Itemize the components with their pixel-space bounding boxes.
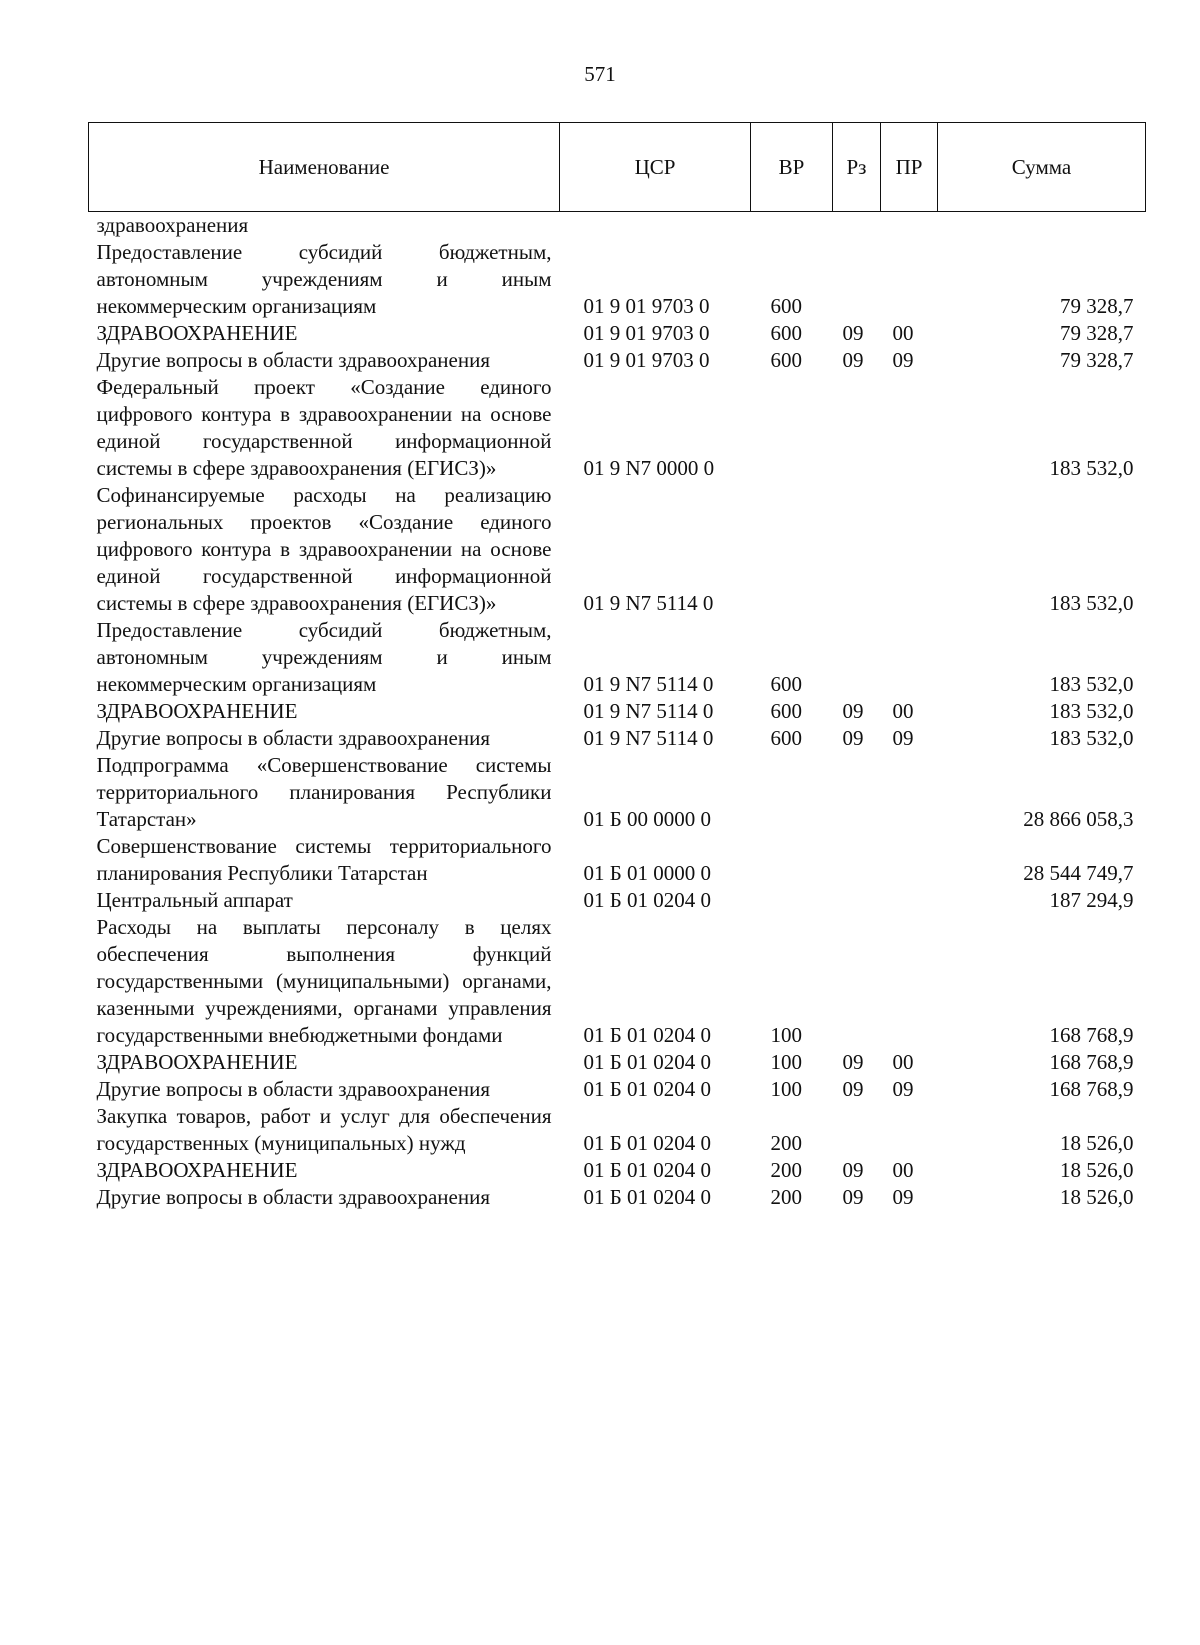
cell-vr: [751, 833, 833, 887]
cell-name: здравоохранения: [96, 213, 249, 237]
cell-vr: 600: [770, 294, 802, 318]
cell-csr: 01 Б 01 0204 0: [583, 1185, 712, 1209]
table-row: [89, 698, 1146, 725]
table-header: [89, 123, 1146, 212]
cell-name: Предоставление субсидий бюджетным, автономным учреждениям и иным некоммерческим организациям: [96, 240, 552, 318]
cell-name: Другие вопросы в области здравоохранения: [96, 726, 490, 750]
cell-name: Расходы на выплаты персоналу в целях обеспечения выполнения функций государственными (муниципальными) органами, казенными учреждениями, органами управления государственными внебюджетными фондами: [96, 915, 552, 1047]
cell-vr: 200: [770, 1158, 802, 1182]
cell-csr: 01 Б 01 0204 0: [583, 1023, 712, 1047]
table-row: [89, 1049, 1146, 1076]
cell-rz: 09: [842, 348, 864, 372]
table-row: [89, 482, 1146, 617]
cell-rz: 09: [842, 1077, 864, 1101]
cell-csr: 01 Б 01 0204 0: [583, 1158, 712, 1182]
table-row: [89, 914, 1146, 1049]
cell-rz: [833, 1103, 881, 1157]
cell-csr: 01 Б 01 0204 0: [583, 1077, 712, 1101]
cell-vr: 200: [770, 1131, 802, 1155]
cell-pr: [881, 212, 938, 240]
cell-vr: 600: [770, 348, 802, 372]
cell-pr: [881, 374, 938, 482]
cell-csr: 01 9 N7 0000 0: [583, 456, 715, 480]
cell-sum: 18 526,0: [1060, 1131, 1134, 1155]
cell-rz: [833, 887, 881, 914]
cell-pr: [881, 914, 938, 1049]
cell-rz: 09: [842, 321, 864, 345]
cell-vr: 100: [770, 1023, 802, 1047]
cell-pr: 09: [892, 1185, 914, 1209]
table-body: [89, 212, 1146, 1212]
cell-vr: 100: [770, 1077, 802, 1101]
cell-sum: 79 328,7: [1060, 321, 1134, 345]
cell-rz: [833, 617, 881, 698]
cell-sum: 18 526,0: [1060, 1158, 1134, 1182]
cell-sum: 183 532,0: [1049, 726, 1134, 750]
table-row: [89, 1103, 1146, 1157]
cell-name: ЗДРАВООХРАНЕНИЕ: [96, 1050, 298, 1074]
cell-rz: 09: [842, 1158, 864, 1182]
cell-pr: 00: [892, 321, 914, 345]
cell-name: Предоставление субсидий бюджетным, автономным учреждениям и иным некоммерческим организациям: [96, 618, 552, 696]
cell-pr: 09: [892, 1077, 914, 1101]
cell-name: Закупка товаров, работ и услуг для обеспечения государственных (муниципальных) нужд: [96, 1104, 552, 1155]
cell-vr: [751, 887, 833, 914]
cell-csr: 01 Б 00 0000 0: [583, 807, 712, 831]
table-row: [89, 725, 1146, 752]
table-row: [89, 617, 1146, 698]
cell-pr: 09: [892, 348, 914, 372]
cell-name: Федеральный проект «Создание единого цифрового контура в здравоохранении на основе единой государственной информационной системы в сфере здравоохранения (ЕГИСЗ)»: [96, 375, 552, 480]
cell-vr: 600: [770, 726, 802, 750]
cell-vr: 600: [770, 699, 802, 723]
cell-csr: 01 9 01 9703 0: [583, 294, 710, 318]
cell-name: Другие вопросы в области здравоохранения: [96, 1185, 490, 1209]
cell-sum: 28 544 749,7: [1023, 861, 1134, 885]
cell-sum: 79 328,7: [1060, 294, 1134, 318]
cell-name: Другие вопросы в области здравоохранения: [96, 348, 490, 372]
table-row: [89, 320, 1146, 347]
table-row: [89, 887, 1146, 914]
cell-rz: 09: [842, 1185, 864, 1209]
cell-sum: 28 866 058,3: [1023, 807, 1134, 831]
cell-csr: 01 9 01 9703 0: [583, 321, 710, 345]
cell-csr: 01 Б 01 0204 0: [583, 1050, 712, 1074]
cell-sum: 187 294,9: [1049, 888, 1134, 912]
cell-vr: 600: [770, 321, 802, 345]
cell-vr: [751, 212, 833, 240]
cell-csr: 01 9 N7 5114 0: [583, 591, 714, 615]
cell-pr: [881, 887, 938, 914]
cell-name: Совершенствование системы территориального планирования Республики Татарстан: [96, 834, 552, 885]
header-name: Наименование: [89, 123, 560, 212]
cell-csr: 01 9 N7 5114 0: [583, 726, 714, 750]
cell-vr: 600: [770, 672, 802, 696]
cell-pr: 00: [892, 1158, 914, 1182]
cell-pr: [881, 1103, 938, 1157]
header-csr: ЦСР: [560, 123, 751, 212]
cell-sum: 79 328,7: [1060, 348, 1134, 372]
cell-name: Центральный аппарат: [96, 888, 293, 912]
cell-name: ЗДРАВООХРАНЕНИЕ: [96, 699, 298, 723]
cell-sum: [938, 212, 1146, 240]
budget-table: [88, 122, 1146, 1211]
table-row: [89, 1184, 1146, 1211]
cell-rz: [833, 752, 881, 833]
header-vr: ВР: [751, 123, 833, 212]
cell-vr: [751, 752, 833, 833]
cell-pr: [881, 239, 938, 320]
cell-rz: [833, 914, 881, 1049]
cell-pr: [881, 833, 938, 887]
cell-pr: 00: [892, 1050, 914, 1074]
cell-sum: 183 532,0: [1049, 591, 1134, 615]
cell-name: Другие вопросы в области здравоохранения: [96, 1077, 490, 1101]
cell-csr: 01 Б 01 0000 0: [583, 861, 712, 885]
cell-pr: 00: [892, 699, 914, 723]
cell-rz: [833, 212, 881, 240]
cell-sum: 168 768,9: [1049, 1050, 1134, 1074]
cell-csr: 01 Б 01 0204 0: [583, 1131, 712, 1155]
cell-rz: 09: [842, 699, 864, 723]
cell-name: Софинансируемые расходы на реализацию региональных проектов «Создание единого цифрового контура в здравоохранении на основе единой государственной информационной системы в сфере здравоохранения (ЕГИСЗ)»: [96, 483, 552, 615]
header-pr: ПР: [881, 123, 938, 212]
header-row: [89, 123, 1146, 212]
table-row: [89, 374, 1146, 482]
cell-pr: 09: [892, 726, 914, 750]
cell-sum: 183 532,0: [1049, 699, 1134, 723]
cell-csr: 01 9 N7 5114 0: [583, 699, 714, 723]
cell-pr: [881, 617, 938, 698]
header-rz: Рз: [833, 123, 881, 212]
cell-sum: 183 532,0: [1049, 456, 1134, 480]
cell-csr: 01 Б 01 0204 0: [583, 888, 712, 912]
cell-name: ЗДРАВООХРАНЕНИЕ: [96, 321, 298, 345]
cell-name: Подпрограмма «Совершенствование системы территориального планирования Республики Татарстан»: [96, 753, 552, 831]
cell-name: ЗДРАВООХРАНЕНИЕ: [96, 1158, 298, 1182]
table-row: [89, 833, 1146, 887]
cell-vr: 100: [770, 1050, 802, 1074]
cell-rz: [833, 239, 881, 320]
cell-vr: [751, 374, 833, 482]
cell-rz: [833, 833, 881, 887]
cell-rz: 09: [842, 1050, 864, 1074]
table-row: [89, 347, 1146, 374]
cell-rz: 09: [842, 726, 864, 750]
cell-rz: [833, 374, 881, 482]
cell-vr: [751, 482, 833, 617]
table-row: [89, 239, 1146, 320]
cell-csr: 01 9 01 9703 0: [583, 348, 710, 372]
cell-rz: [833, 482, 881, 617]
cell-csr: 01 9 N7 5114 0: [583, 672, 714, 696]
page-number: 571: [584, 62, 616, 86]
cell-csr: [560, 212, 751, 240]
cell-sum: 183 532,0: [1049, 672, 1134, 696]
cell-sum: 168 768,9: [1049, 1077, 1134, 1101]
header-sum: Сумма: [938, 123, 1146, 212]
cell-sum: 168 768,9: [1049, 1023, 1134, 1047]
cell-vr: 200: [770, 1185, 802, 1209]
cell-sum: 18 526,0: [1060, 1185, 1134, 1209]
cell-pr: [881, 482, 938, 617]
table-row: [89, 1157, 1146, 1184]
table-row: [89, 752, 1146, 833]
table-row: [89, 1076, 1146, 1103]
table-row: [89, 212, 1146, 240]
cell-pr: [881, 752, 938, 833]
